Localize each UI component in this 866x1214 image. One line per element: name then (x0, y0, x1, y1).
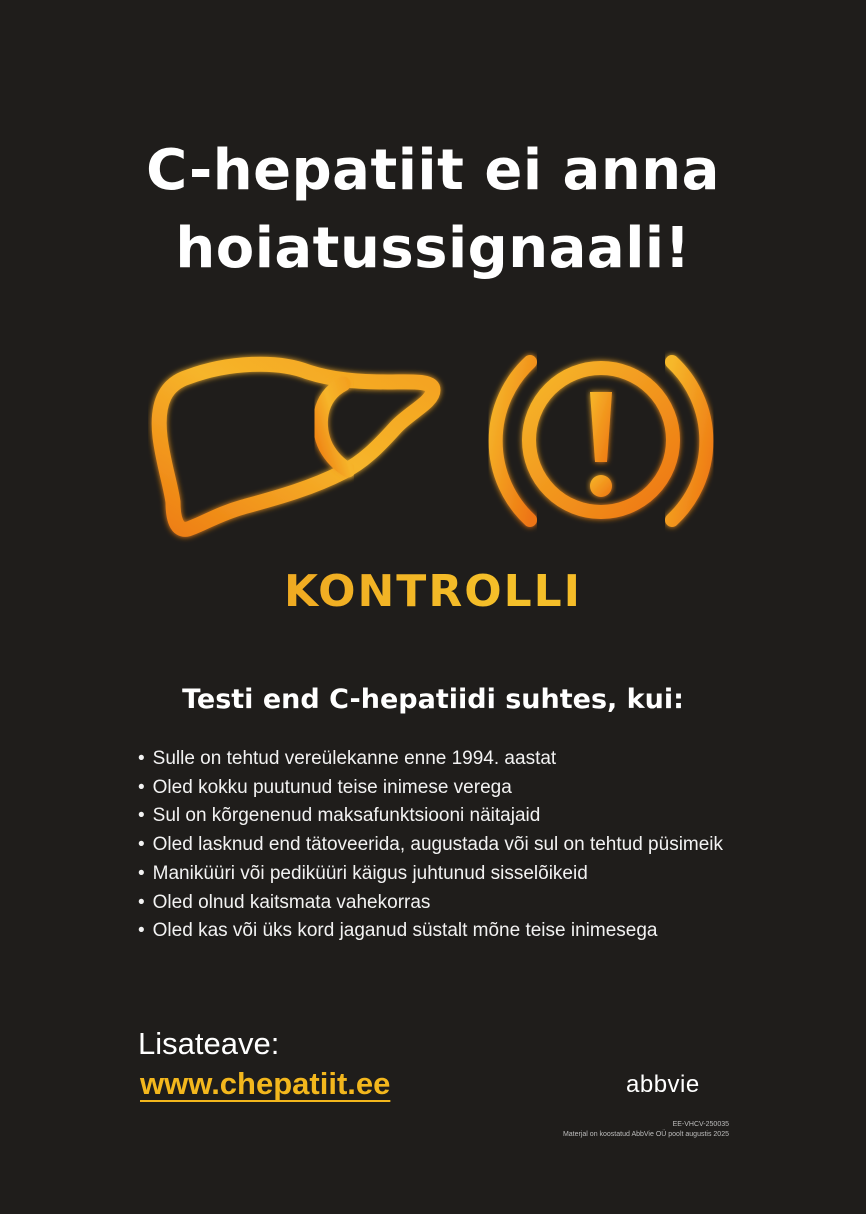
headline (0, 132, 866, 288)
risk-list (138, 745, 838, 946)
headline-line-1: C-hepatiit ei anna (146, 138, 720, 203)
more-info-label: Lisateave: (138, 1026, 280, 1061)
list-item: • Oled kas või üks kord jaganud süstalt mõne teise inimesega (138, 917, 838, 946)
kontrolli-label: KONTROLLI (0, 566, 866, 617)
website-link[interactable]: www.chepatiit.ee (140, 1066, 391, 1101)
footnote-text: Materjal on koostatud AbbVie OÜ poolt augustis 2025 (562, 1131, 729, 1138)
warning-exclamation-icon (486, 350, 716, 535)
headline-line-2: hoiatussignaali! (175, 216, 691, 281)
list-item: • Sul on kõrgenenud maksafunktsiooni näitajaid (138, 802, 838, 831)
list-item: • Maniküüri või pediküüri käigus juhtunud sisselõikeid (138, 860, 838, 889)
liver-icon (148, 342, 448, 552)
list-item: • Oled lasknud end tätoveerida, augustada või sul on tehtud püsimeik (138, 831, 838, 860)
footnote-code: EE-VHCV-250035 (672, 1121, 729, 1128)
abbvie-logo: abbvie (626, 1071, 700, 1098)
footnote (563, 1120, 729, 1140)
subheading: Testi end C-hepatiidi suhtes, kui: (182, 684, 684, 715)
list-item: • Oled kokku puutunud teise inimese verega (138, 774, 838, 803)
list-item: • Oled olnud kaitsmata vahekorras (138, 889, 838, 918)
list-item: • Sulle on tehtud vereülekanne enne 1994. aastat (138, 745, 838, 774)
